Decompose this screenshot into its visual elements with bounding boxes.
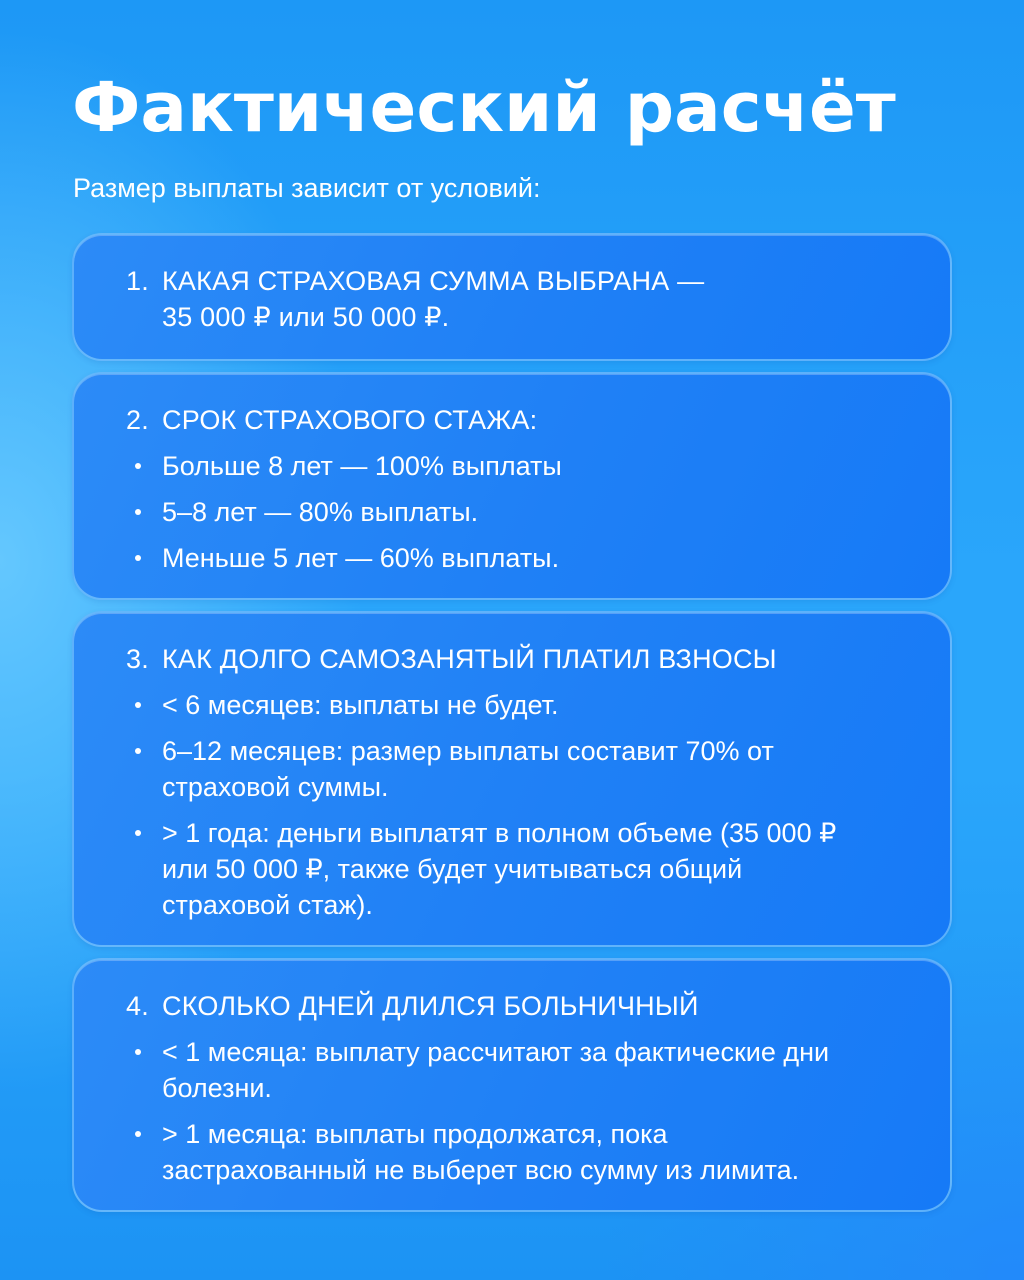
bullet-dot-icon [126, 448, 162, 484]
list-item-text: > 1 месяца: выплаты продолжатся, пока застрахованный не выберет всю сумму из лимита. [162, 1119, 800, 1185]
bullet-dot-icon [126, 1034, 162, 1106]
bullet-dot-icon [126, 494, 162, 530]
bullet-dot-icon [126, 815, 162, 923]
condition-card-insured-sum [72, 233, 952, 361]
card-heading-text: КАКАЯ СТРАХОВАЯ СУММА ВЫБРАНА — 35 000 ₽ или 50 000 ₽. [162, 266, 705, 332]
bullet-dot-icon [126, 540, 162, 576]
list-item [126, 733, 910, 805]
list-item-text: < 6 месяцев: выплаты не будет. [162, 690, 559, 720]
card-number: 1. [126, 266, 149, 296]
page-subtitle: Размер выплаты зависит от условий: [73, 173, 541, 203]
list-item-text: 6–12 месяцев: размер выплаты составит 70% от страховой суммы. [162, 736, 774, 802]
list-item [126, 1034, 910, 1106]
list-item-text: 5–8 лет — 80% выплаты. [162, 497, 479, 527]
card-number: 2. [126, 405, 149, 435]
card-number: 4. [126, 991, 149, 1021]
bullet-dot-icon [126, 733, 162, 805]
condition-list [126, 687, 910, 923]
condition-list [126, 1034, 910, 1188]
list-item [126, 1116, 910, 1188]
condition-card-insurance-record [72, 372, 952, 600]
list-item [126, 494, 910, 530]
list-item-text: Меньше 5 лет — 60% выплаты. [162, 543, 560, 573]
card-heading [126, 988, 910, 1024]
list-item-text: > 1 года: деньги выплатят в полном объеме (35 000 ₽ или 50 000 ₽, также будет учитываться общий страховой стаж). [162, 818, 837, 920]
condition-list [126, 448, 910, 576]
list-item [126, 448, 910, 484]
condition-card-contribution-period [72, 611, 952, 947]
card-heading-text: СКОЛЬКО ДНЕЙ ДЛИЛСЯ БОЛЬНИЧНЫЙ [162, 991, 699, 1021]
page-title: Фактический расчёт [72, 68, 896, 148]
list-item [126, 687, 910, 723]
card-heading-text: СРОК СТРАХОВОГО СТАЖА: [162, 405, 538, 435]
list-item-text: Больше 8 лет — 100% выплаты [162, 451, 562, 481]
card-heading [126, 263, 910, 335]
list-item [126, 540, 910, 576]
list-item-text: < 1 месяца: выплату рассчитают за фактические дни болезни. [162, 1037, 830, 1103]
bullet-dot-icon [126, 1116, 162, 1188]
list-item [126, 815, 910, 923]
card-heading [126, 402, 910, 438]
card-heading-text: КАК ДОЛГО САМОЗАНЯТЫЙ ПЛАТИЛ ВЗНОСЫ [162, 644, 777, 674]
condition-card-sick-leave-duration [72, 958, 952, 1212]
card-number: 3. [126, 644, 149, 674]
bullet-dot-icon [126, 687, 162, 723]
card-heading [126, 641, 910, 677]
